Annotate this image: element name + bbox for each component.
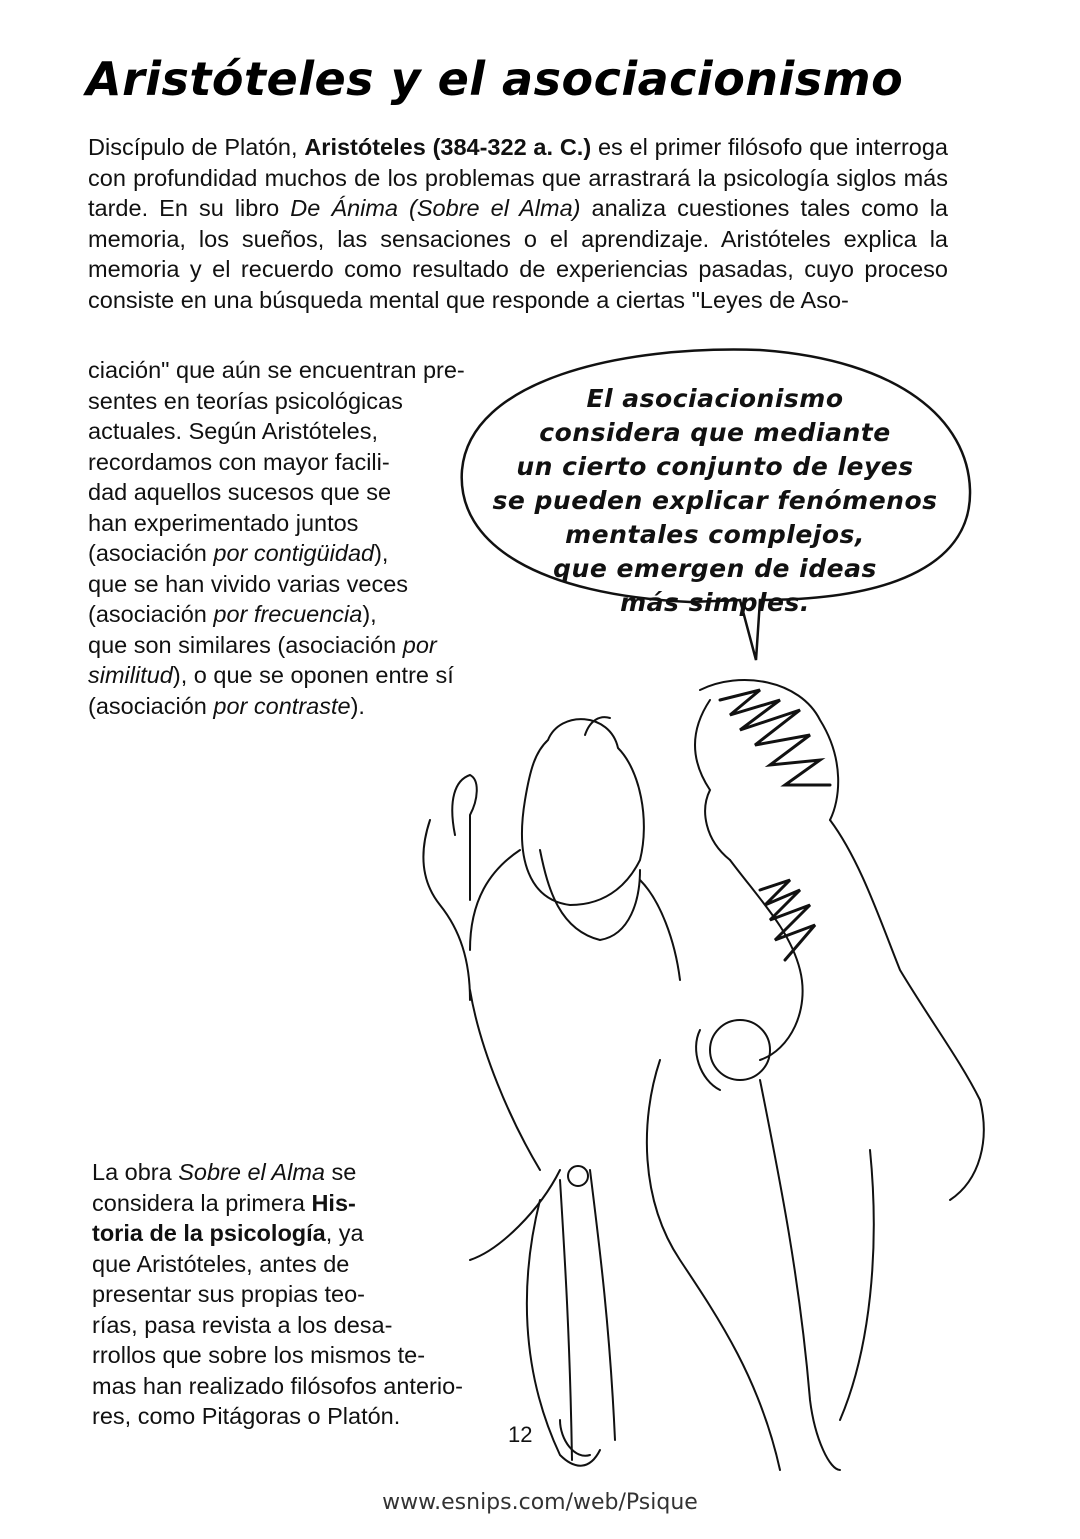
text-segment: ), [374, 540, 389, 566]
speech-bubble-text [470, 382, 960, 620]
bubble-line: un cierto conjunto de leyes [516, 452, 914, 481]
text-line: dad aquellos sucesos que se [88, 479, 392, 505]
bold-term: His- [311, 1189, 356, 1216]
bubble-line: que emergen de ideas [553, 554, 877, 583]
text-line: rrollos que sobre los mismos te- [92, 1342, 426, 1368]
text-line: actuales. Según Aristóteles, [88, 418, 379, 444]
text-line: rías, pasa revista a los desa- [92, 1311, 393, 1338]
text-segment: (asociación [88, 540, 214, 566]
text-segment: considera la primera [92, 1189, 312, 1216]
italic-book-title: Sobre el Alma [178, 1159, 325, 1185]
text-line [92, 1218, 512, 1249]
bottom-column-text [92, 1157, 512, 1432]
bold-term: toria de la psicología [92, 1220, 326, 1246]
text-segment: , ya [325, 1220, 364, 1246]
text-segment: se [324, 1159, 357, 1185]
text-line: ciación" que aún se encuentran pre- [88, 357, 465, 383]
text-segment: ), [362, 601, 377, 627]
intro-text: Discípulo de Platón, [88, 134, 305, 160]
intro-text: es el primer filósofo que interroga con profundidad muchos de los problemas que arrastrará la psicología siglos más tarde. En su libro [88, 134, 948, 221]
page-number: 12 [508, 1422, 533, 1447]
footer-url: www.esnips.com/web/Psique [382, 1490, 698, 1515]
text-segment: (asociación [88, 692, 214, 719]
bubble-line: más simples. [620, 588, 810, 617]
intro-text: analiza cuestiones tales como la memoria, los sueños, las sensaciones o el aprendizaje. Aristóteles explica la memoria y el recuerdo como resultado de experiencias pasadas, cuyo proceso consiste en una búsqueda mental que responde a ciertas "Leyes de Aso- [88, 195, 948, 313]
text-line: que Aristóteles, antes de [92, 1250, 350, 1277]
text-line: presentar sus propias teo- [92, 1281, 366, 1307]
italic-term: por contraste [213, 692, 351, 719]
text-line: res, como Pitágoras o Platón. [92, 1403, 401, 1429]
page-title: Aristóteles y el asociacionismo [86, 52, 904, 106]
bubble-line: se pueden explicar fenómenos [492, 486, 938, 515]
text-segment: (asociación [88, 601, 214, 627]
text-segment: ). [350, 692, 365, 719]
text-line [92, 1188, 512, 1219]
second-figure [647, 680, 984, 1470]
text-line: recordamos con mayor facili- [88, 448, 390, 475]
intro-bold-name: Aristóteles (384-322 a. C.) [304, 134, 592, 160]
intro-book-title: De Ánima (Sobre el Alma) [290, 195, 581, 221]
italic-term: por contigüidad [213, 540, 375, 566]
italic-term: por [402, 631, 437, 658]
text-segment: ), o que se oponen entre sí [172, 662, 454, 688]
text-line [92, 1157, 512, 1188]
text-segment: La obra [92, 1159, 179, 1185]
bubble-line: El asociacionismo [586, 384, 844, 413]
italic-term: por frecuencia [213, 601, 363, 627]
text-line: han experimentado juntos [88, 509, 359, 536]
text-line: que se han vivido varias veces [88, 570, 409, 597]
text-line: sentes en teorías psicológicas [88, 387, 403, 414]
italic-term: similitud [88, 662, 173, 688]
bubble-line: considera que mediante [539, 418, 891, 447]
bubble-line: mentales complejos, [565, 520, 865, 549]
text-segment: que son similares (asociación [88, 631, 403, 658]
text-line: mas han realizado filósofos anterio- [92, 1372, 463, 1399]
